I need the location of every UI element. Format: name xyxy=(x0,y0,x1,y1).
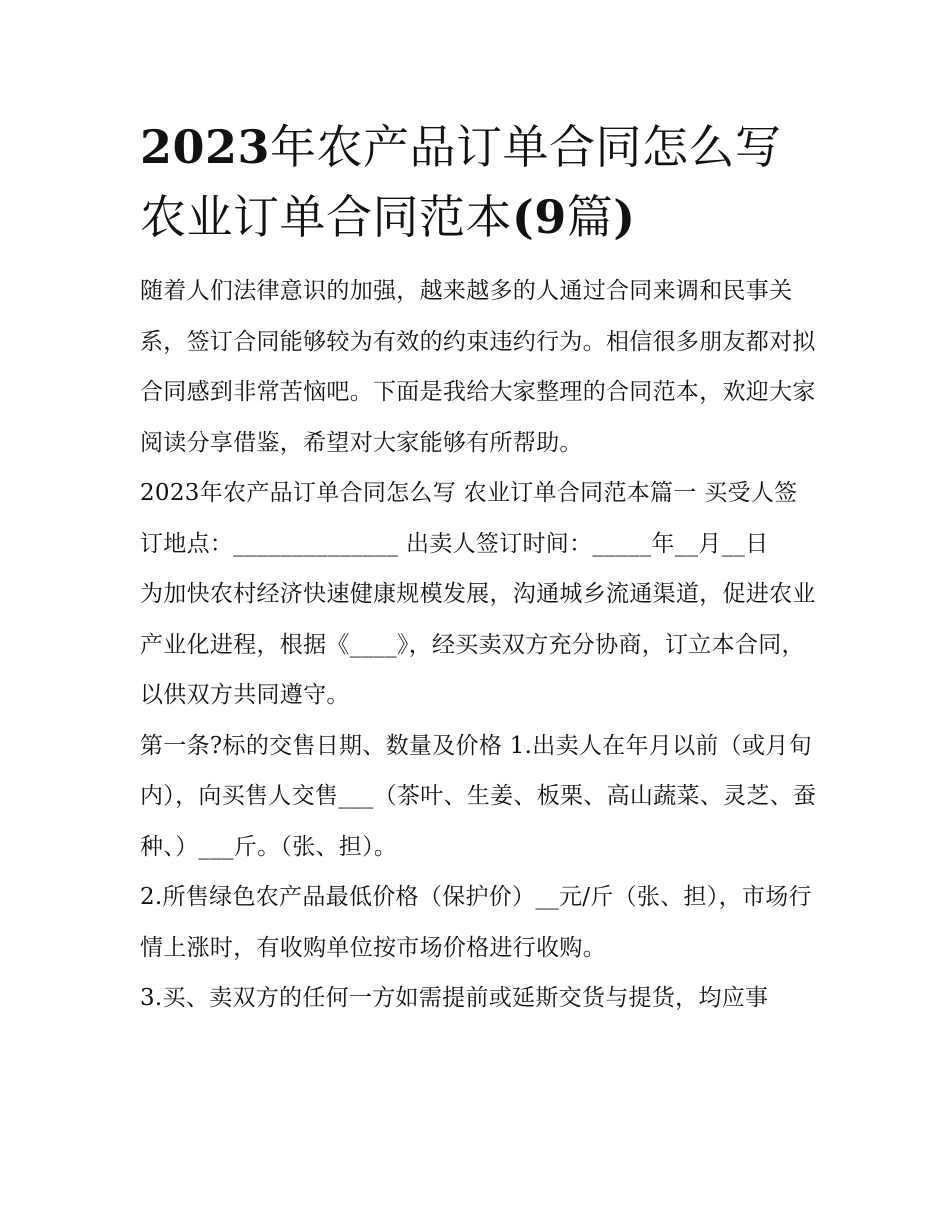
price-paragraph: 2.所售绿色农产品最低价格（保护价）__元/斤（张、担），市场行情上涨时，有收购单位按市场价格进行收购。 xyxy=(140,884,812,961)
intro-paragraph: 随着人们法律意识的加强，越来越多的人通过合同来调和民事关系，签订合同能够较为有效的约束违约行为。相信很多朋友都对拟合同感到非常苦恼吧。下面是我给大家整理的合同范本，欢迎大家阅读分享借鉴，希望对大家能够有所帮助。 xyxy=(140,278,816,456)
delivery-paragraph: 3.买、卖双方的任何一方如需提前或延斯交货与提货，均应事 xyxy=(140,985,769,1011)
title-year: 2023 xyxy=(140,120,271,174)
title-pian: 篇 xyxy=(566,190,614,244)
document-page xyxy=(140,112,820,1024)
document-title xyxy=(140,112,820,252)
contract-header-paragraph: 2023年农产品订单合同怎么写 农业订单合同范本篇一 买受人签订地点：______________ 出卖人签订时间：_____年__月__日 xyxy=(140,480,798,557)
title-text: 年农产品订单合同怎么写农业订单合同范本 xyxy=(140,120,782,244)
title-paren-open: (9 xyxy=(512,190,567,244)
preamble-paragraph: 为加快农村经济快速健康规模发展，沟通城乡流通渠道，促进农业产业化进程，根据《____》，经买卖双方充分协商，订立本合同，以供双方共同遵守。 xyxy=(140,581,816,708)
title-paren-close: ) xyxy=(613,190,636,244)
article-one-paragraph: 第一条?标的交售日期、数量及价格 1.出卖人在年月以前（或月旬内），向买售人交售___（茶叶、生姜、板栗、高山蔬菜、灵芝、蚕种、）___斤。（张、担）。 xyxy=(140,732,817,860)
